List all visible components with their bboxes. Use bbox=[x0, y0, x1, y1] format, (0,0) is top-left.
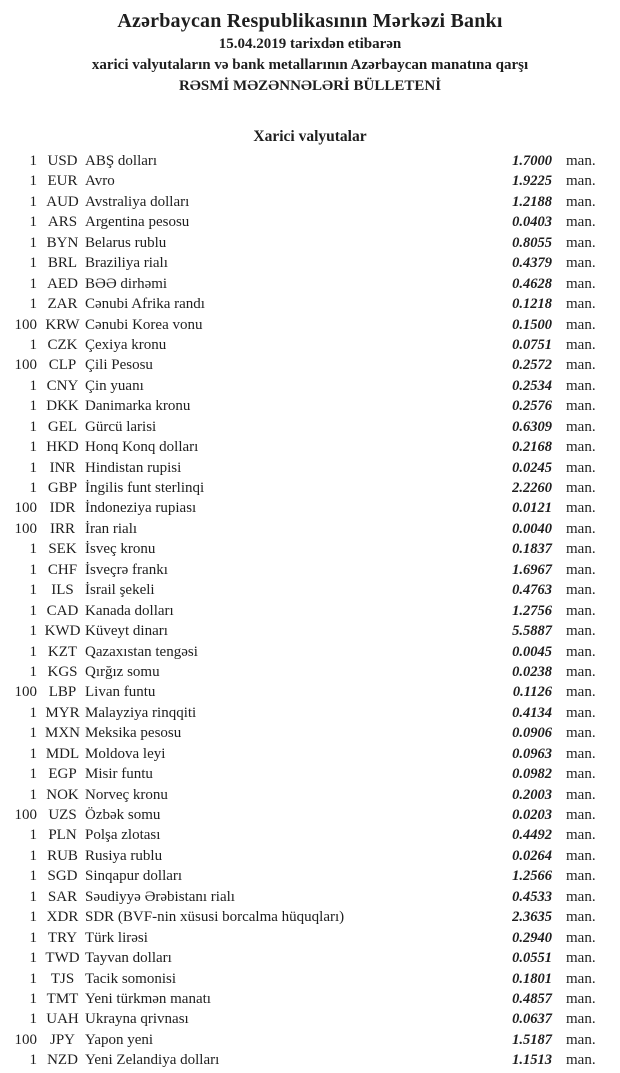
unit-cell: man. bbox=[566, 602, 596, 619]
rate-value-cell: 1.2756 bbox=[512, 602, 552, 619]
rate-value-cell: 0.4628 bbox=[512, 275, 552, 292]
currency-name-cell: Livan funtu bbox=[85, 684, 156, 701]
currency-code-cell: RUB bbox=[47, 847, 78, 864]
table-row bbox=[0, 744, 620, 764]
currency-name-cell: Gürcü larisi bbox=[85, 418, 157, 435]
rate-value-cell: 1.5187 bbox=[512, 1031, 552, 1048]
currency-name-cell: Tayvan dolları bbox=[85, 950, 172, 967]
table-row bbox=[0, 294, 620, 314]
table-row bbox=[0, 764, 620, 784]
rate-value-cell: 0.0121 bbox=[512, 500, 552, 517]
currency-name-cell: Rusiya rublu bbox=[85, 847, 163, 864]
table-row bbox=[0, 1050, 620, 1070]
currency-code-cell: NOK bbox=[46, 786, 79, 803]
quantity-cell: 1 bbox=[29, 296, 37, 313]
currency-name-cell: Avstraliya dolları bbox=[85, 193, 190, 210]
currency-code-cell: UZS bbox=[48, 807, 77, 823]
currency-code-cell: NZD bbox=[47, 1052, 78, 1069]
table-row bbox=[0, 458, 620, 478]
table-row bbox=[0, 928, 620, 948]
rate-value-cell: 2.2260 bbox=[512, 480, 552, 496]
currency-code-cell: TRY bbox=[47, 929, 78, 946]
currency-code-cell: KWD bbox=[44, 623, 81, 640]
rate-value-cell: 0.4379 bbox=[512, 255, 552, 272]
quantity-cell: 1 bbox=[29, 275, 37, 292]
table-row bbox=[0, 1009, 620, 1029]
currency-name-cell: ABŞ dolları bbox=[85, 153, 158, 169]
currency-code-cell: SGD bbox=[47, 868, 78, 885]
rate-value-cell: 0.1801 bbox=[512, 970, 552, 987]
table-row bbox=[0, 192, 620, 212]
unit-cell: man. bbox=[566, 827, 596, 844]
table-row bbox=[0, 825, 620, 845]
currency-code-cell: ZAR bbox=[47, 296, 78, 313]
currency-name-cell: Çexiya kronu bbox=[85, 336, 167, 353]
quantity-cell: 100 bbox=[14, 684, 37, 701]
unit-cell: man. bbox=[566, 214, 596, 231]
currency-name-cell: İsveç kronu bbox=[85, 541, 156, 558]
currency-code-cell: AUD bbox=[46, 193, 79, 210]
currency-name-cell: İran rialı bbox=[85, 520, 138, 537]
unit-cell: man. bbox=[566, 316, 596, 333]
rate-value-cell: 0.2572 bbox=[512, 357, 552, 374]
unit-cell: man. bbox=[566, 480, 596, 496]
currency-code-cell: BRL bbox=[47, 255, 78, 272]
table-row bbox=[0, 417, 620, 437]
table-row bbox=[0, 642, 620, 662]
quantity-cell: 1 bbox=[29, 663, 37, 680]
table-row bbox=[0, 437, 620, 457]
quantity-cell: 1 bbox=[29, 336, 37, 353]
table-row bbox=[0, 948, 620, 968]
unit-cell: man. bbox=[566, 275, 596, 292]
unit-cell: man. bbox=[566, 336, 596, 353]
quantity-cell: 1 bbox=[29, 909, 37, 926]
rate-value-cell: 0.1500 bbox=[512, 316, 552, 333]
rate-value-cell: 1.1513 bbox=[512, 1052, 552, 1069]
quantity-cell: 1 bbox=[29, 193, 37, 210]
document-header bbox=[0, 0, 620, 97]
currency-name-cell: Honq Konq dolları bbox=[85, 439, 199, 456]
currency-name-cell: Qırğız somu bbox=[85, 663, 160, 680]
unit-cell: man. bbox=[566, 439, 596, 456]
table-row bbox=[0, 212, 620, 232]
currency-name-cell: Cənubi Korea vonu bbox=[85, 316, 203, 333]
quantity-cell: 1 bbox=[29, 888, 37, 905]
table-row bbox=[0, 335, 620, 355]
currency-name-cell: SDR (BVF-nin xüsusi borcalma hüquqları) bbox=[85, 909, 345, 926]
quantity-cell: 1 bbox=[29, 745, 37, 762]
unit-cell: man. bbox=[566, 1031, 596, 1048]
currency-name-cell: İndoneziya rupiası bbox=[85, 500, 197, 517]
unit-cell: man. bbox=[566, 541, 596, 558]
rate-value-cell: 0.6309 bbox=[512, 418, 552, 435]
quantity-cell: 1 bbox=[29, 623, 37, 640]
table-row bbox=[0, 478, 620, 498]
currency-name-cell: Küveyt dinarı bbox=[85, 623, 168, 640]
quantity-cell: 1 bbox=[29, 868, 37, 885]
quantity-cell: 100 bbox=[14, 520, 37, 537]
rate-value-cell: 0.0982 bbox=[512, 766, 552, 783]
quantity-cell: 1 bbox=[29, 847, 37, 864]
table-row bbox=[0, 723, 620, 743]
quantity-cell: 1 bbox=[29, 786, 37, 803]
rate-value-cell: 0.1126 bbox=[512, 684, 552, 701]
quantity-cell: 1 bbox=[29, 929, 37, 946]
currency-name-cell: Danimarka kronu bbox=[85, 398, 191, 415]
currency-name-cell: Qazaxıstan tengəsi bbox=[85, 643, 198, 660]
table-row bbox=[0, 376, 620, 396]
quantity-cell: 100 bbox=[14, 500, 37, 517]
table-row bbox=[0, 539, 620, 559]
quantity-cell: 1 bbox=[29, 541, 37, 558]
quantity-cell: 1 bbox=[29, 214, 37, 231]
subtitle-line: xarici valyutaların və bank metallarının Azərbaycan manatına qarşı bbox=[91, 57, 529, 73]
rate-value-cell: 0.0203 bbox=[512, 807, 552, 823]
table-row bbox=[0, 662, 620, 682]
currency-code-cell: UAH bbox=[46, 1011, 79, 1028]
quantity-cell: 1 bbox=[29, 439, 37, 456]
currency-code-cell: XDR bbox=[46, 909, 79, 926]
quantity-cell: 1 bbox=[29, 418, 37, 435]
table-row bbox=[0, 682, 620, 702]
currency-code-cell: INR bbox=[49, 459, 76, 476]
unit-cell: man. bbox=[566, 1011, 596, 1028]
quantity-cell: 1 bbox=[29, 582, 37, 599]
currency-code-cell: HKD bbox=[46, 439, 79, 456]
table-row bbox=[0, 601, 620, 621]
table-row bbox=[0, 171, 620, 191]
currency-name-cell: Argentina pesosu bbox=[85, 214, 190, 231]
rate-value-cell: 0.4763 bbox=[512, 582, 552, 599]
currency-name-cell: Ukrayna qrivnası bbox=[85, 1011, 189, 1028]
unit-cell: man. bbox=[566, 520, 596, 537]
currency-code-cell: CZK bbox=[47, 336, 78, 353]
section-title-foreign-currencies: Xarici valyutalar bbox=[253, 128, 367, 145]
table-row bbox=[0, 396, 620, 416]
currency-name-cell: Türk lirəsi bbox=[85, 929, 148, 946]
quantity-cell: 1 bbox=[29, 643, 37, 660]
currency-name-cell: Yapon yeni bbox=[85, 1031, 154, 1048]
rate-value-cell: 0.0637 bbox=[512, 1011, 552, 1028]
unit-cell: man. bbox=[566, 950, 596, 967]
table-row bbox=[0, 274, 620, 294]
unit-cell: man. bbox=[566, 663, 596, 680]
rate-value-cell: 1.6967 bbox=[512, 561, 552, 578]
currency-code-cell: IDR bbox=[49, 500, 76, 517]
currency-name-cell: Cənubi Afrika randı bbox=[85, 296, 205, 313]
currency-name-cell: Çili Pesosu bbox=[85, 357, 153, 374]
currency-name-cell: Yeni türkmən manatı bbox=[85, 990, 211, 1007]
rate-value-cell: 0.4492 bbox=[512, 827, 552, 844]
rate-value-cell: 0.0906 bbox=[512, 725, 552, 742]
quantity-cell: 1 bbox=[29, 1052, 37, 1069]
unit-cell: man. bbox=[566, 561, 596, 578]
quantity-cell: 1 bbox=[29, 950, 37, 967]
table-row bbox=[0, 560, 620, 580]
rate-value-cell: 0.4857 bbox=[512, 990, 552, 1007]
currency-name-cell: Misir funtu bbox=[85, 766, 153, 783]
table-row bbox=[0, 805, 620, 825]
quantity-cell: 100 bbox=[14, 357, 37, 374]
unit-cell: man. bbox=[566, 766, 596, 783]
currency-name-cell: Kanada dolları bbox=[85, 602, 174, 619]
rate-value-cell: 1.9225 bbox=[512, 173, 552, 190]
rate-value-cell: 0.2576 bbox=[512, 398, 552, 415]
quantity-cell: 1 bbox=[29, 990, 37, 1007]
effective-date-line: 15.04.2019 tarixdən etibarən bbox=[218, 36, 402, 52]
currency-code-cell: BYN bbox=[46, 234, 79, 251]
table-row bbox=[0, 969, 620, 989]
rate-value-cell: 0.4134 bbox=[512, 704, 552, 721]
unit-cell: man. bbox=[566, 582, 596, 599]
quantity-cell: 100 bbox=[14, 807, 37, 823]
rate-value-cell: 0.2940 bbox=[512, 929, 552, 946]
rate-value-cell: 0.2003 bbox=[512, 786, 552, 803]
quantity-cell: 1 bbox=[29, 480, 37, 496]
table-row bbox=[0, 621, 620, 641]
unit-cell: man. bbox=[566, 153, 596, 169]
rate-value-cell: 0.4533 bbox=[512, 888, 552, 905]
unit-cell: man. bbox=[566, 398, 596, 415]
table-row bbox=[0, 846, 620, 866]
currency-name-cell: Moldova leyi bbox=[85, 745, 166, 762]
quantity-cell: 1 bbox=[29, 725, 37, 742]
unit-cell: man. bbox=[566, 888, 596, 905]
currency-name-cell: BƏƏ dirhəmi bbox=[85, 275, 168, 292]
table-row bbox=[0, 703, 620, 723]
rate-value-cell: 0.8055 bbox=[512, 234, 552, 251]
unit-cell: man. bbox=[566, 807, 596, 823]
unit-cell: man. bbox=[566, 704, 596, 721]
unit-cell: man. bbox=[566, 868, 596, 885]
rate-value-cell: 0.0403 bbox=[512, 214, 552, 231]
currency-name-cell: Sinqapur dolları bbox=[85, 868, 183, 885]
bulletin-title: RƏSMİ MƏZƏNNƏLƏRİ BÜLLETENİ bbox=[178, 78, 442, 94]
rate-value-cell: 0.0963 bbox=[512, 745, 552, 762]
unit-cell: man. bbox=[566, 459, 596, 476]
currency-code-cell: IRR bbox=[49, 520, 75, 537]
currency-name-cell: İsrail şekeli bbox=[85, 582, 155, 599]
currency-name-cell: Tacik somonisi bbox=[85, 970, 177, 987]
table-row bbox=[0, 1030, 620, 1050]
unit-cell: man. bbox=[566, 745, 596, 762]
currency-code-cell: EGP bbox=[48, 766, 77, 783]
currency-code-cell: SAR bbox=[47, 888, 78, 905]
currency-code-cell: PLN bbox=[48, 827, 77, 844]
unit-cell: man. bbox=[566, 970, 596, 987]
currency-name-cell: İngilis funt sterlinqi bbox=[85, 480, 205, 496]
currency-code-cell: MDL bbox=[45, 745, 80, 762]
quantity-cell: 1 bbox=[29, 602, 37, 619]
currency-code-cell: TMT bbox=[46, 990, 79, 1007]
currency-code-cell: TJS bbox=[50, 970, 75, 987]
quantity-cell: 1 bbox=[29, 153, 37, 169]
currency-name-cell: Norveç kronu bbox=[85, 786, 168, 803]
rate-value-cell: 0.2168 bbox=[512, 439, 552, 456]
rate-value-cell: 0.0751 bbox=[512, 336, 552, 353]
currency-code-cell: ILS bbox=[51, 582, 74, 599]
currency-code-cell: GBP bbox=[47, 480, 78, 496]
rate-value-cell: 0.2534 bbox=[512, 377, 552, 394]
unit-cell: man. bbox=[566, 193, 596, 210]
currency-code-cell: CHF bbox=[47, 561, 78, 578]
currency-code-cell: TWD bbox=[45, 950, 80, 967]
table-row bbox=[0, 233, 620, 253]
table-row bbox=[0, 253, 620, 273]
unit-cell: man. bbox=[566, 684, 596, 701]
currency-name-cell: Çin yuanı bbox=[85, 377, 144, 394]
currency-code-cell: CNY bbox=[46, 377, 79, 394]
table-row bbox=[0, 866, 620, 886]
table-row bbox=[0, 580, 620, 600]
currency-name-cell: Özbək somu bbox=[85, 807, 161, 823]
currency-code-cell: KGS bbox=[47, 663, 78, 680]
currency-name-cell: Malayziya rinqqiti bbox=[85, 704, 197, 721]
unit-cell: man. bbox=[566, 418, 596, 435]
currency-code-cell: ARS bbox=[47, 214, 78, 231]
currency-code-cell: LBP bbox=[48, 684, 77, 701]
table-row bbox=[0, 887, 620, 907]
quantity-cell: 1 bbox=[29, 970, 37, 987]
table-row bbox=[0, 151, 620, 171]
table-row bbox=[0, 989, 620, 1009]
unit-cell: man. bbox=[566, 234, 596, 251]
currency-name-cell: Braziliya rialı bbox=[85, 255, 168, 272]
rate-value-cell: 0.0040 bbox=[512, 520, 552, 537]
currency-code-cell: USD bbox=[47, 153, 78, 169]
currency-name-cell: Polşa zlotası bbox=[85, 827, 161, 844]
currency-code-cell: MYR bbox=[45, 704, 80, 721]
unit-cell: man. bbox=[566, 500, 596, 517]
unit-cell: man. bbox=[566, 929, 596, 946]
table-row bbox=[0, 907, 620, 927]
table-row bbox=[0, 519, 620, 539]
currency-code-cell: SEK bbox=[48, 541, 77, 558]
table-row bbox=[0, 315, 620, 335]
quantity-cell: 1 bbox=[29, 459, 37, 476]
rate-value-cell: 1.2566 bbox=[512, 868, 552, 885]
currency-name-cell: Avro bbox=[85, 173, 115, 190]
bank-title: Azərbaycan Respublikasının Mərkəzi Bankı bbox=[117, 10, 503, 32]
quantity-cell: 1 bbox=[29, 766, 37, 783]
unit-cell: man. bbox=[566, 357, 596, 374]
rate-value-cell: 0.0238 bbox=[512, 663, 552, 680]
currency-code-cell: EUR bbox=[47, 173, 78, 190]
rate-value-cell: 2.3635 bbox=[512, 909, 552, 926]
unit-cell: man. bbox=[566, 725, 596, 742]
table-row bbox=[0, 498, 620, 518]
currency-code-cell: AED bbox=[47, 275, 78, 292]
currency-code-cell: CLP bbox=[48, 357, 77, 374]
unit-cell: man. bbox=[566, 990, 596, 1007]
quantity-cell: 1 bbox=[29, 234, 37, 251]
currency-name-cell: Meksika pesosu bbox=[85, 725, 182, 742]
rate-value-cell: 1.7000 bbox=[512, 153, 552, 169]
quantity-cell: 1 bbox=[29, 827, 37, 844]
unit-cell: man. bbox=[566, 623, 596, 640]
table-row bbox=[0, 355, 620, 375]
currency-code-cell: KZT bbox=[47, 643, 78, 660]
currency-code-cell: DKK bbox=[46, 398, 79, 415]
currency-name-cell: Səudiyyə Ərəbistanı rialı bbox=[85, 888, 235, 905]
rate-value-cell: 5.5887 bbox=[512, 623, 552, 640]
currency-code-cell: MXN bbox=[44, 725, 80, 742]
currency-code-cell: KRW bbox=[45, 316, 80, 333]
unit-cell: man. bbox=[566, 847, 596, 864]
rate-value-cell: 0.0245 bbox=[512, 459, 552, 476]
unit-cell: man. bbox=[566, 1052, 596, 1069]
rate-value-cell: 0.1837 bbox=[512, 541, 552, 558]
rate-value-cell: 0.0045 bbox=[512, 643, 552, 660]
unit-cell: man. bbox=[566, 909, 596, 926]
rate-value-cell: 0.1218 bbox=[512, 296, 552, 313]
unit-cell: man. bbox=[566, 377, 596, 394]
unit-cell: man. bbox=[566, 255, 596, 272]
quantity-cell: 1 bbox=[29, 255, 37, 272]
quantity-cell: 1 bbox=[29, 377, 37, 394]
quantity-cell: 1 bbox=[29, 173, 37, 190]
currency-code-cell: JPY bbox=[49, 1031, 75, 1048]
quantity-cell: 1 bbox=[29, 704, 37, 721]
currency-code-cell: GEL bbox=[47, 418, 78, 435]
unit-cell: man. bbox=[566, 173, 596, 190]
quantity-cell: 1 bbox=[29, 561, 37, 578]
quantity-cell: 1 bbox=[29, 1011, 37, 1028]
currency-name-cell: İsveçrə frankı bbox=[85, 561, 168, 578]
quantity-cell: 100 bbox=[14, 1031, 37, 1048]
quantity-cell: 100 bbox=[14, 316, 37, 333]
rate-value-cell: 1.2188 bbox=[512, 193, 552, 210]
unit-cell: man. bbox=[566, 643, 596, 660]
table-row bbox=[0, 785, 620, 805]
rate-value-cell: 0.0264 bbox=[512, 847, 552, 864]
currency-name-cell: Hindistan rupisi bbox=[85, 459, 182, 476]
currency-name-cell: Yeni Zelandiya dolları bbox=[85, 1052, 220, 1069]
unit-cell: man. bbox=[566, 296, 596, 313]
rate-value-cell: 0.0551 bbox=[512, 950, 552, 967]
currency-code-cell: CAD bbox=[46, 602, 79, 619]
exchange-rates-table bbox=[0, 151, 620, 1071]
unit-cell: man. bbox=[566, 786, 596, 803]
currency-name-cell: Belarus rublu bbox=[85, 234, 167, 251]
quantity-cell: 1 bbox=[29, 398, 37, 415]
